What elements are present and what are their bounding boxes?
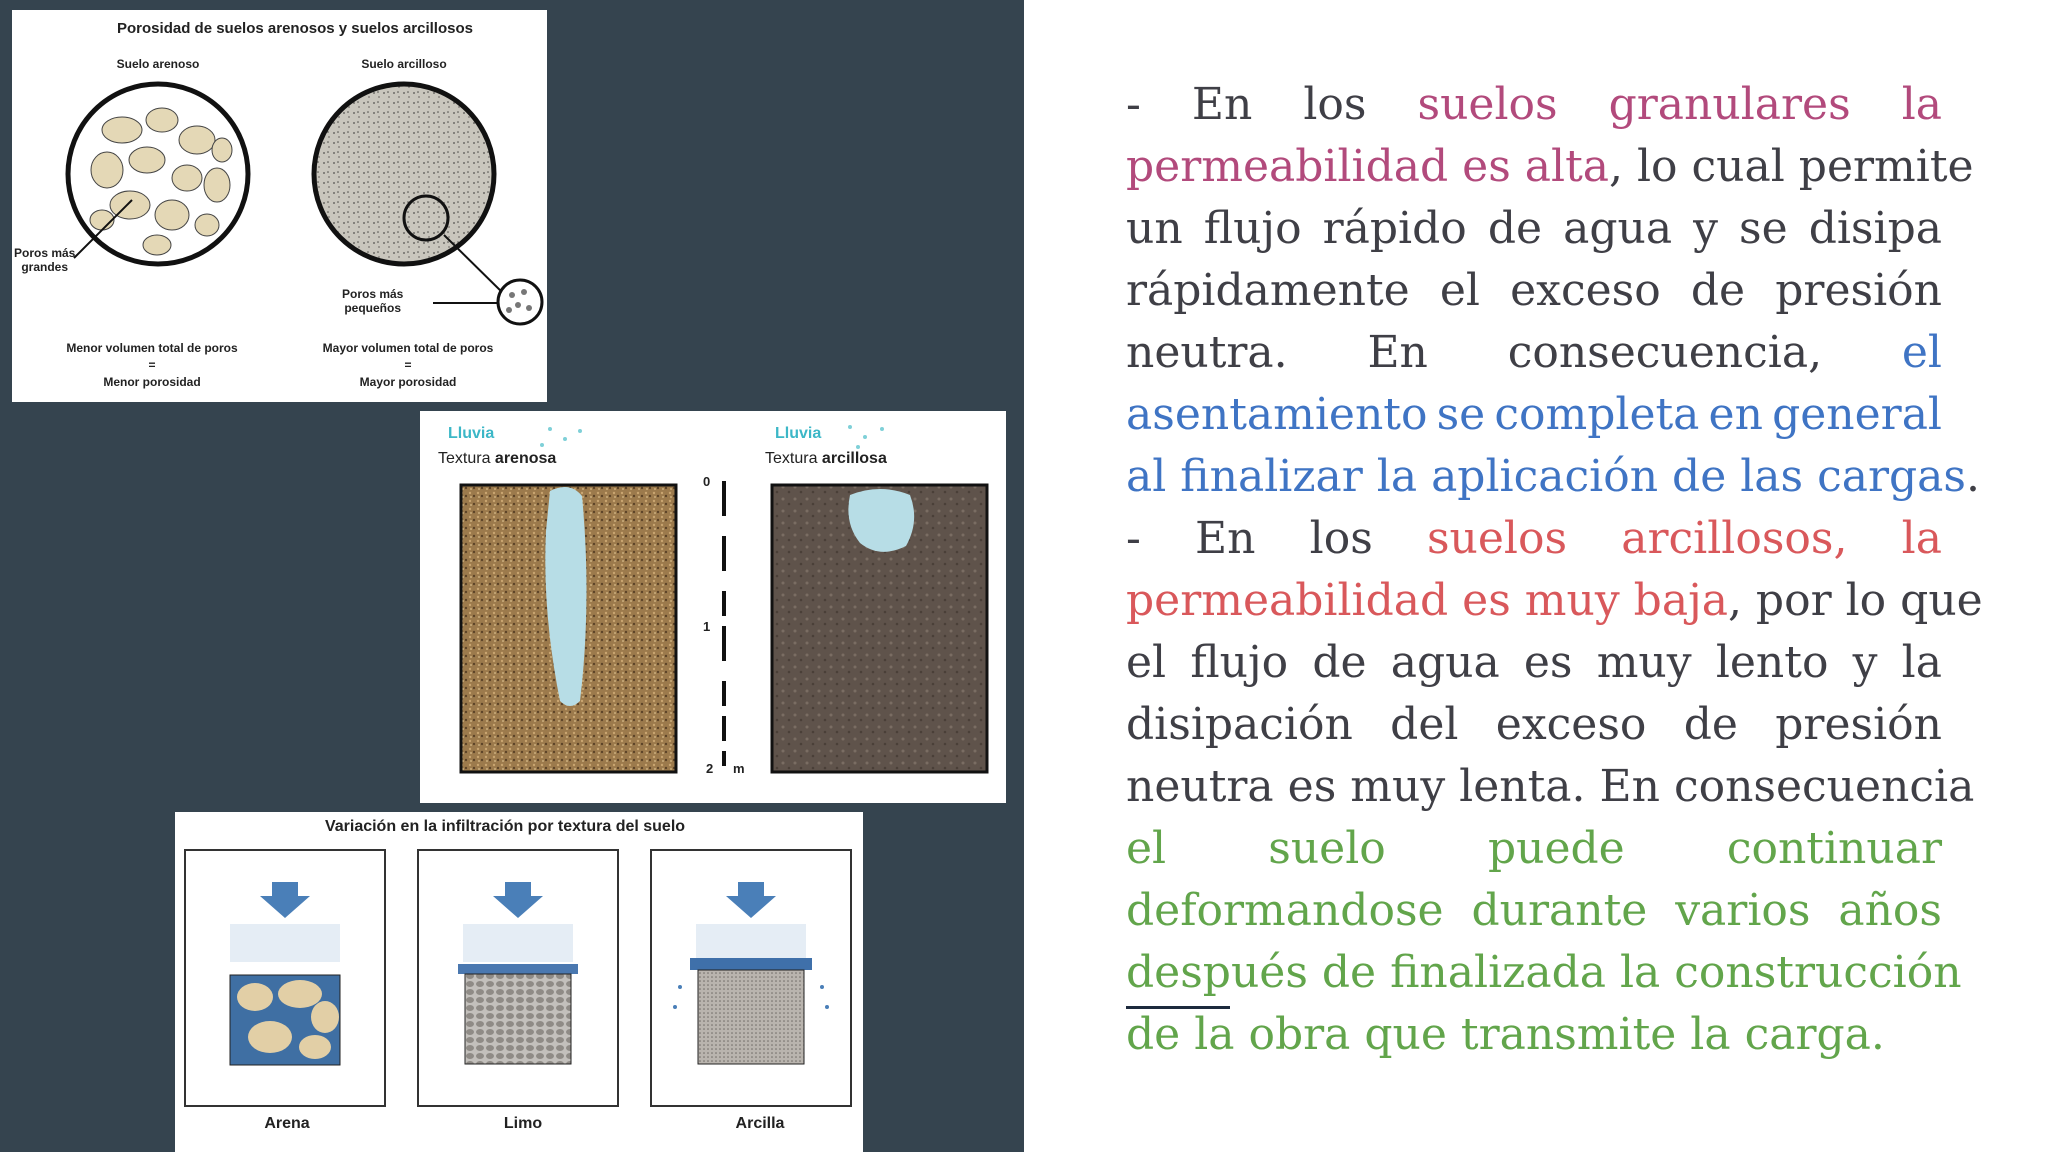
p2-line-9: de la obra que transmite la carga. (1126, 1009, 1885, 1060)
p1-line-5: neutra. En consecuencia, el (1126, 327, 1942, 378)
p2-line-4: disipación del exceso de presión (1126, 699, 1942, 750)
p1-line-1: - En los suelos granulares la (1126, 79, 1942, 130)
more-porosity-caption: Mayor volumen total de poros = Mayor porosidad (322, 341, 494, 389)
less-porosity-caption: Menor volumen total de poros = Menor porosidad (66, 341, 238, 389)
clay-soil-label: Suelo arcilloso (361, 57, 447, 71)
texture-label-right: Textura arcillosa (765, 450, 887, 467)
scale-unit: m (733, 761, 745, 776)
label-arena: Arena (264, 1115, 310, 1132)
text-underline-mark (1126, 1006, 1230, 1009)
small-pores-label: Poros más pequeños (342, 287, 404, 315)
label-limo: Limo (503, 1115, 543, 1132)
p1-line-7: al finalizar la aplicación de las cargas. (1126, 451, 1980, 502)
scale-2: 2 (706, 761, 714, 776)
panel-limo (418, 850, 618, 1106)
texture-infiltration-title: Variación en la infiltración por textura del suelo (324, 818, 686, 835)
texture-panels (175, 812, 863, 1152)
texture-label-left: Textura arenosa (438, 450, 557, 467)
rain-drops-right (848, 425, 884, 449)
sandy-soil-label: Suelo arenoso (116, 57, 200, 71)
p2-line-3: el flujo de agua es muy lento y la (1126, 637, 1942, 688)
p1-line-6: asentamiento se completa en general (1126, 389, 1942, 440)
p2-line-8: después de finalizada la construcción (1126, 947, 1962, 998)
p2-line-7: deformandose durante varios años (1126, 885, 1942, 936)
label-arcilla: Arcilla (735, 1115, 785, 1132)
p2-line-6: el suelo puede continuar (1126, 823, 1942, 874)
texture-infiltration-figure (175, 812, 863, 1152)
porosity-title: Porosidad de suelos arenosos y suelos arcillosos (117, 20, 473, 37)
large-pores-label: Poros más grandes (14, 246, 76, 274)
p1-line-3: un flujo rápido de agua y se disipa (1126, 203, 1942, 254)
p2-line-2: permeabilidad es muy baja, por lo que (1126, 575, 1983, 626)
soil-profiles (420, 411, 1006, 803)
scale-0: 0 (703, 474, 711, 489)
scale-1: 1 (703, 619, 711, 634)
infiltration-profile-figure (420, 411, 1006, 803)
panel-arena (185, 850, 385, 1106)
rain-label-right: Lluvia (775, 425, 822, 442)
p1-line-4: rápidamente el exceso de presión (1126, 265, 1942, 316)
panel-arcilla (651, 850, 851, 1106)
rain-drops-left (540, 427, 582, 447)
explanatory-text (1126, 74, 1983, 1066)
porosity-figure (12, 10, 547, 402)
p1-line-2: permeabilidad es alta, lo cual permite (1126, 141, 1974, 192)
p2-line-5: neutra es muy lenta. En consecuencia (1126, 761, 1975, 812)
p2-line-1: - En los suelos arcillosos, la (1126, 513, 1942, 564)
rain-label-left: Lluvia (448, 425, 495, 442)
